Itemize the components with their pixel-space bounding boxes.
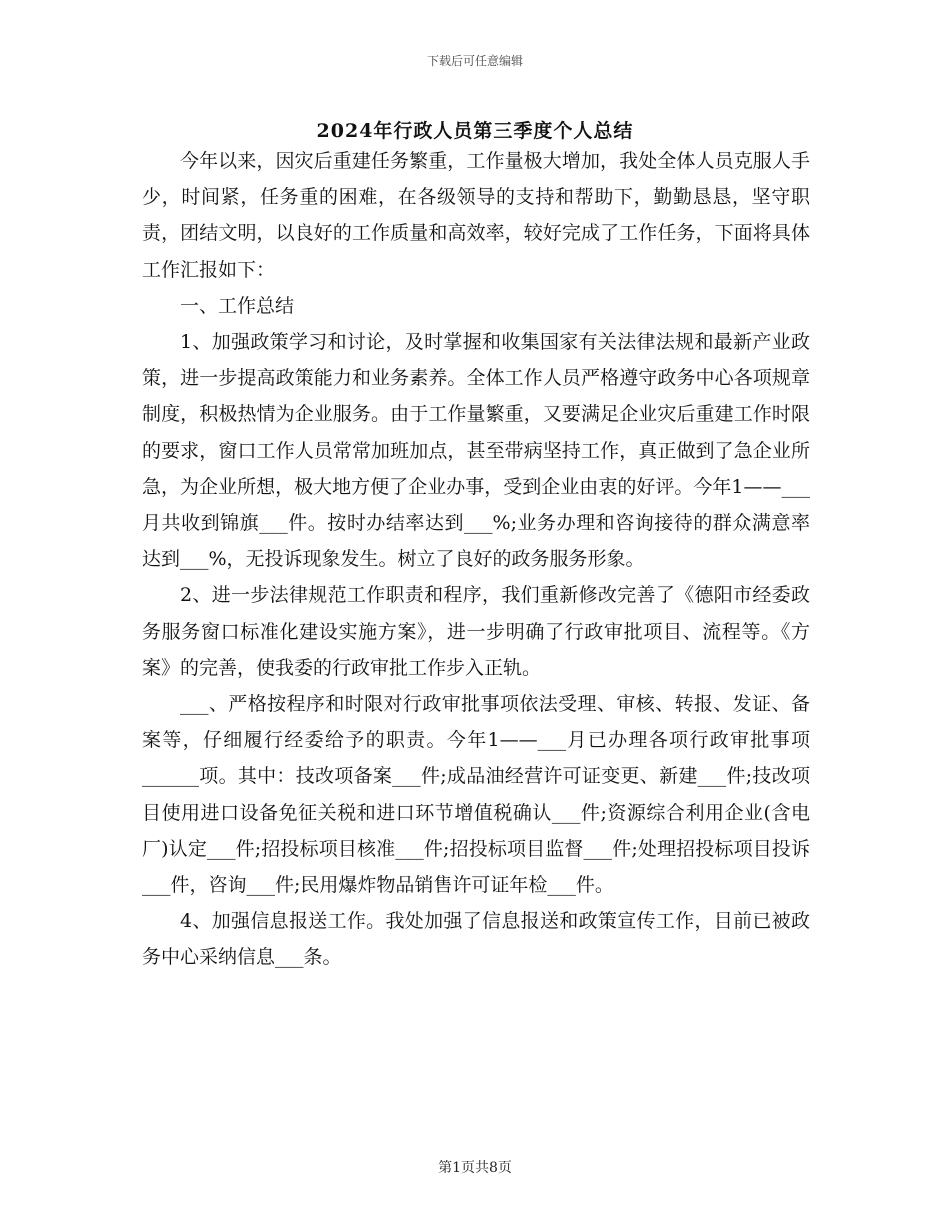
paragraph-item-3: ___、严格按程序和时限对行政审批事项依法受理、审核、转报、发证、备案等，仔细履行经委给予的职责。今年1——___月已办理各项行政审批事项______项。其中：技改项备案___件;成品油经营许可证变更、新建___件;技改项目使用进口设备免征关税和进口环节增值税确认___件;资源综合利用企业(含电厂)认定___件;招投标项目核准___件;招投标项目监督___件;处理招投标项目投诉___件，咨询___件;民用爆炸物品销售许可证年检___件。 — [142, 693, 810, 897]
paragraph-item-1: 1、加强政策学习和讨论，及时掌握和收集国家有关法律法规和最新产业政策，进一步提高政策能力和业务素养。全体工作人员严格遵守政务中心各项规章制度，积极热情为企业服务。由于工作量繁重，又要满足企业灾后重建工作时限的要求，窗口工作人员常常加班加点，甚至带病坚持工作，真正做到了急企业所急，为企业所想，极大地方便了企业办事，受到企业由衷的好评。今年1——___月共收到锦旗___件。按时办结率达到___%;业务办理和咨询接待的群众满意率达到___%，无投诉现象发生。树立了良好的政务服务形象。 — [142, 331, 810, 571]
page-title: 2024年行政人员第三季度个人总结 — [316, 120, 634, 142]
paragraph-item-4: 4、加强信息报送工作。我处加强了信息报送和政策宣传工作，目前已被政务中心采纳信息___条。 — [142, 910, 810, 969]
page-number: 第1页共8页 — [438, 1160, 512, 1176]
paragraph-item-2: 2、进一步法律规范工作职责和程序，我们重新修改完善了《德阳市经委政务服务窗口标准化建设实施方案》，进一步明确了行政审批项目、流程等。《方案》的完善，使我委的行政审批工作步入正轨。 — [142, 584, 810, 679]
paragraph-intro: 今年以来，因灾后重建任务繁重，工作量极大增加，我处全体人员克服人手少，时间紧，任务重的困难，在各级领导的支持和帮助下，勤勤恳恳，坚守职责，团结文明，以良好的工作质量和高效率，较好完成了工作任务，下面将具体工作汇报如下： — [142, 150, 810, 281]
document-body — [142, 143, 810, 976]
page-header-note: 下载后可任意编辑 — [426, 54, 523, 68]
section-heading-work-summary: 一、工作总结 — [180, 294, 295, 317]
